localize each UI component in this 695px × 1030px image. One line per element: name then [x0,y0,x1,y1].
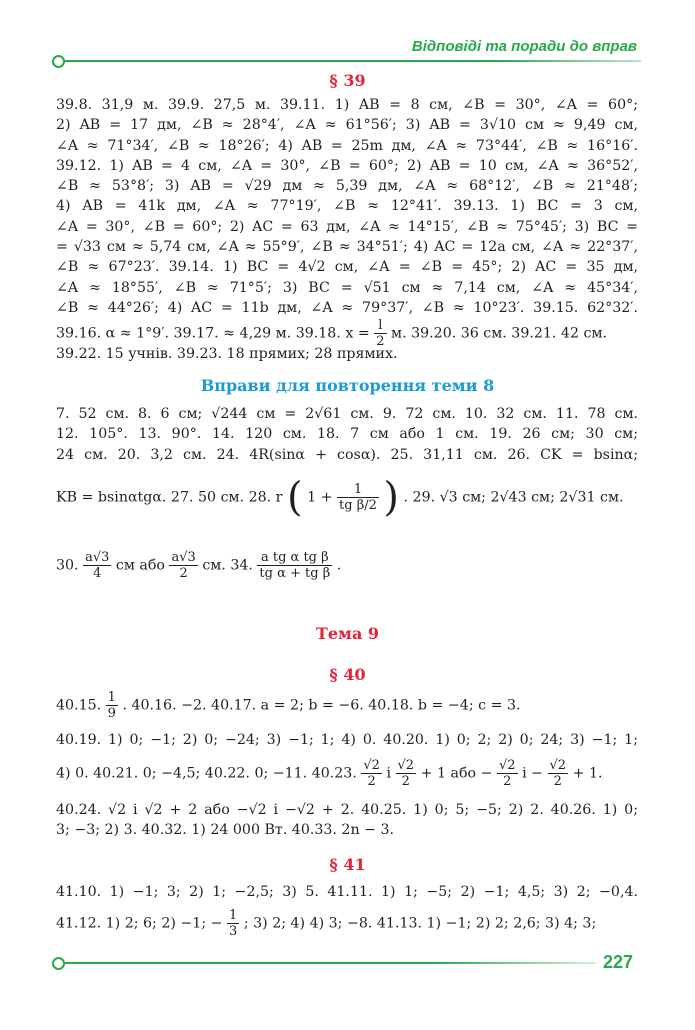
denominator: 4 [93,566,102,581]
text-segment: 30. [56,557,79,574]
review-line-4 [56,474,638,521]
denominator: 2 [401,774,410,789]
text-line: ∠A ≈ 71°34′, ∠B ≈ 18°26′; 4) AB = 25m дм, ∠A ≈ 73°44′, ∠B ≈ 16°16′. [56,137,638,154]
text-segment: . 40.16. −2. 40.17. a = 2; b = −6. 40.18. b = −4; c = 3. [122,697,521,714]
text-line: 2) AB = 17 дм, ∠B ≈ 28°4′, ∠A ≈ 61°56′; 3) AB = 3√10 см ≈ 9,49 см, [56,117,638,134]
fraction [169,550,197,581]
text-line: 40.24. √2 і √2 + 2 або −√2 і −√2 + 2. 40.25. 1) 0; 5; −5; 2) 2. 40.26. 1) 0; [56,802,638,818]
text-line: 12. 105°. 13. 90°. 14. 120 см. 18. 7 см або 1 см. 19. 26 см; 30 см; [56,426,638,443]
answer-40-15 [56,690,638,721]
text-line: ∠B ≈ 44°26′; 4) AC = 11b дм, ∠A ≈ 79°37′, ∠B ≈ 10°23′. 39.15. 62°32′. [56,299,638,316]
text-segment: м. 39.20. 36 см. 39.21. 42 см. [391,325,607,342]
text-segment: . [336,557,342,574]
answer-41-10 [56,882,638,902]
bottom-rule [56,962,596,964]
text-segment: і [386,765,391,782]
text-line: 40.19. 1) 0; −1; 2) 0; −24; 3) −1; 1; 4) 0. 40.20. 1) 0; 2; 2) 0; 24; 3) −1; 1; [56,732,638,748]
top-rule-dot [52,55,65,68]
fraction [227,908,239,939]
denominator: 2 [503,774,512,789]
denominator: tg β/2 [339,498,377,513]
denominator: 3 [229,924,238,939]
text-line: ∠A ≈ 18°55′, ∠B ≈ 71°5′; 3) BC = √51 см ≈ 7,14 см, ∠A ≈ 45°34′, [56,279,638,296]
paren-left: ( [286,474,303,521]
section-39-body [56,95,638,318]
text-segment: . 29. √3 см; 2√43 см; 2√31 см. [403,489,624,506]
answer-40-24 [56,800,638,841]
text-segment: см. 34. [202,557,253,574]
fraction [548,758,569,789]
fraction [396,758,417,789]
fraction [497,758,518,789]
fraction [257,550,332,581]
text-line: = √33 см ≈ 5,74 см, ∠A ≈ 55°9′, ∠B ≈ 34°51′; 4) AC = 12a см, ∠A ≈ 22°37′, [56,239,638,256]
review-body [56,404,638,465]
text-line: 3; −3; 2) 3. 40.32. 1) 24 000 Вт. 40.33. 2n − 3. [56,822,395,839]
text-line: ∠B ≈ 53°8′; 3) AB = √29 дм ≈ 5,39 дм, ∠A ≈ 68°12′, ∠B ≈ 21°48′; [56,178,638,195]
fraction [337,482,379,513]
answer-40-19 [56,730,638,750]
review-title: Вправи для повторення теми 8 [200,376,495,395]
numerator: a√3 [85,550,110,565]
section-41-title: § 41 [329,855,366,874]
text-line: ∠B ≈ 67°23′. 39.14. 1) BC = 4√2 см, ∠A = ∠B = 45°; 2) AC = 35 дм, [56,259,638,276]
numerator: √2 [498,758,516,773]
numerator: l [374,318,386,334]
text-line: 39.22. 15 учнів. 39.23. 18 прямих; 28 прямих. [56,346,398,362]
review-line-5 [56,550,638,581]
text-segment: + 1. [572,765,603,782]
text-segment: і − [522,765,543,782]
top-rule [56,60,641,62]
text-line: 4) AB = 41k дм, ∠A ≈ 77°19′, ∠B ≈ 12°41′. 39.13. 1) BC = 3 см, [56,198,638,215]
numerator: a tg α tg β [257,550,332,566]
text-line: ∠A = 30°, ∠B = 60°; 2) AC = 63 дм, ∠A ≈ 14°15′, ∠B ≈ 75°45′; 3) BC = [56,218,638,235]
text-segment: 1 + [307,489,333,506]
text-segment: 41.12. 1) 2; 6; 2) −1; − [56,915,223,932]
answer-39-22 [56,344,638,364]
numerator: 1 [229,908,238,923]
section-40-title: § 40 [329,665,366,684]
numerator: √2 [549,758,567,773]
theme-9-title: Тема 9 [315,624,380,643]
fraction [361,758,382,789]
fraction [83,550,111,581]
denominator: 2 [179,566,188,581]
numerator: √2 [363,758,380,773]
text-segment: 40.15. [56,697,102,714]
numerator: √2 [397,758,415,773]
paren-right: ) [383,474,400,521]
answer-41-12 [56,908,638,939]
text-segment: см або [115,557,165,574]
running-header: Відповіді та поради до вправ [411,38,637,55]
numerator: 1 [107,690,116,705]
section-39-title: § 39 [329,71,366,90]
numerator: a√3 [171,550,196,565]
denominator: tg α + tg β [259,566,331,581]
bottom-rule-dot [52,957,65,970]
fraction [106,690,118,721]
text-segment: + 1 або − [420,765,493,782]
text-segment: ; 3) 2; 4) 4) 3; −8. 41.13. 1) −1; 2) 2; 2,6; 3) 4; 3; [243,915,597,932]
text-line: 7. 52 см. 8. 6 см; √244 см = 2√61 см. 9. 72 см. 10. 32 см. 11. 78 см. [56,406,638,422]
text-line: 24 см. 20. 3,2 см. 24. 4R(sinα + cosα). 25. 31,11 см. 26. CK = bsinα; [56,446,638,463]
text-line: 39.12. 1) AB = 4 см, ∠A = 30°, ∠B = 60°; 2) AB = 10 см, ∠A ≈ 36°52′, [56,157,638,174]
text-segment: 4) 0. 40.21. 0; −4,5; 40.22. 0; −11. 40.23. [56,765,357,782]
text-segment: 39.16. α ≈ 1°9′. 39.17. ≈ 4,29 м. 39.18. x = [56,325,370,342]
denominator: 2 [553,774,562,789]
denominator: 2 [376,334,385,349]
denominator: 9 [107,706,116,721]
text-segment: KB = bsinαtgα. 27. 50 см. 28. r [56,489,283,506]
denominator: 2 [367,774,376,789]
text-line: 41.10. 1) −1; 3; 2) 1; −2,5; 3) 5. 41.11. 1) 1; −5; 2) −1; 4,5; 3) 2; −0,4. [56,884,638,900]
numerator: 1 [337,482,379,498]
answer-40-23 [56,758,638,789]
page-number: 227 [602,952,633,972]
text-line: 39.8. 31,9 м. 39.9. 27,5 м. 39.11. 1) AB = 8 см, ∠B = 30°, ∠A = 60°; [56,97,638,113]
